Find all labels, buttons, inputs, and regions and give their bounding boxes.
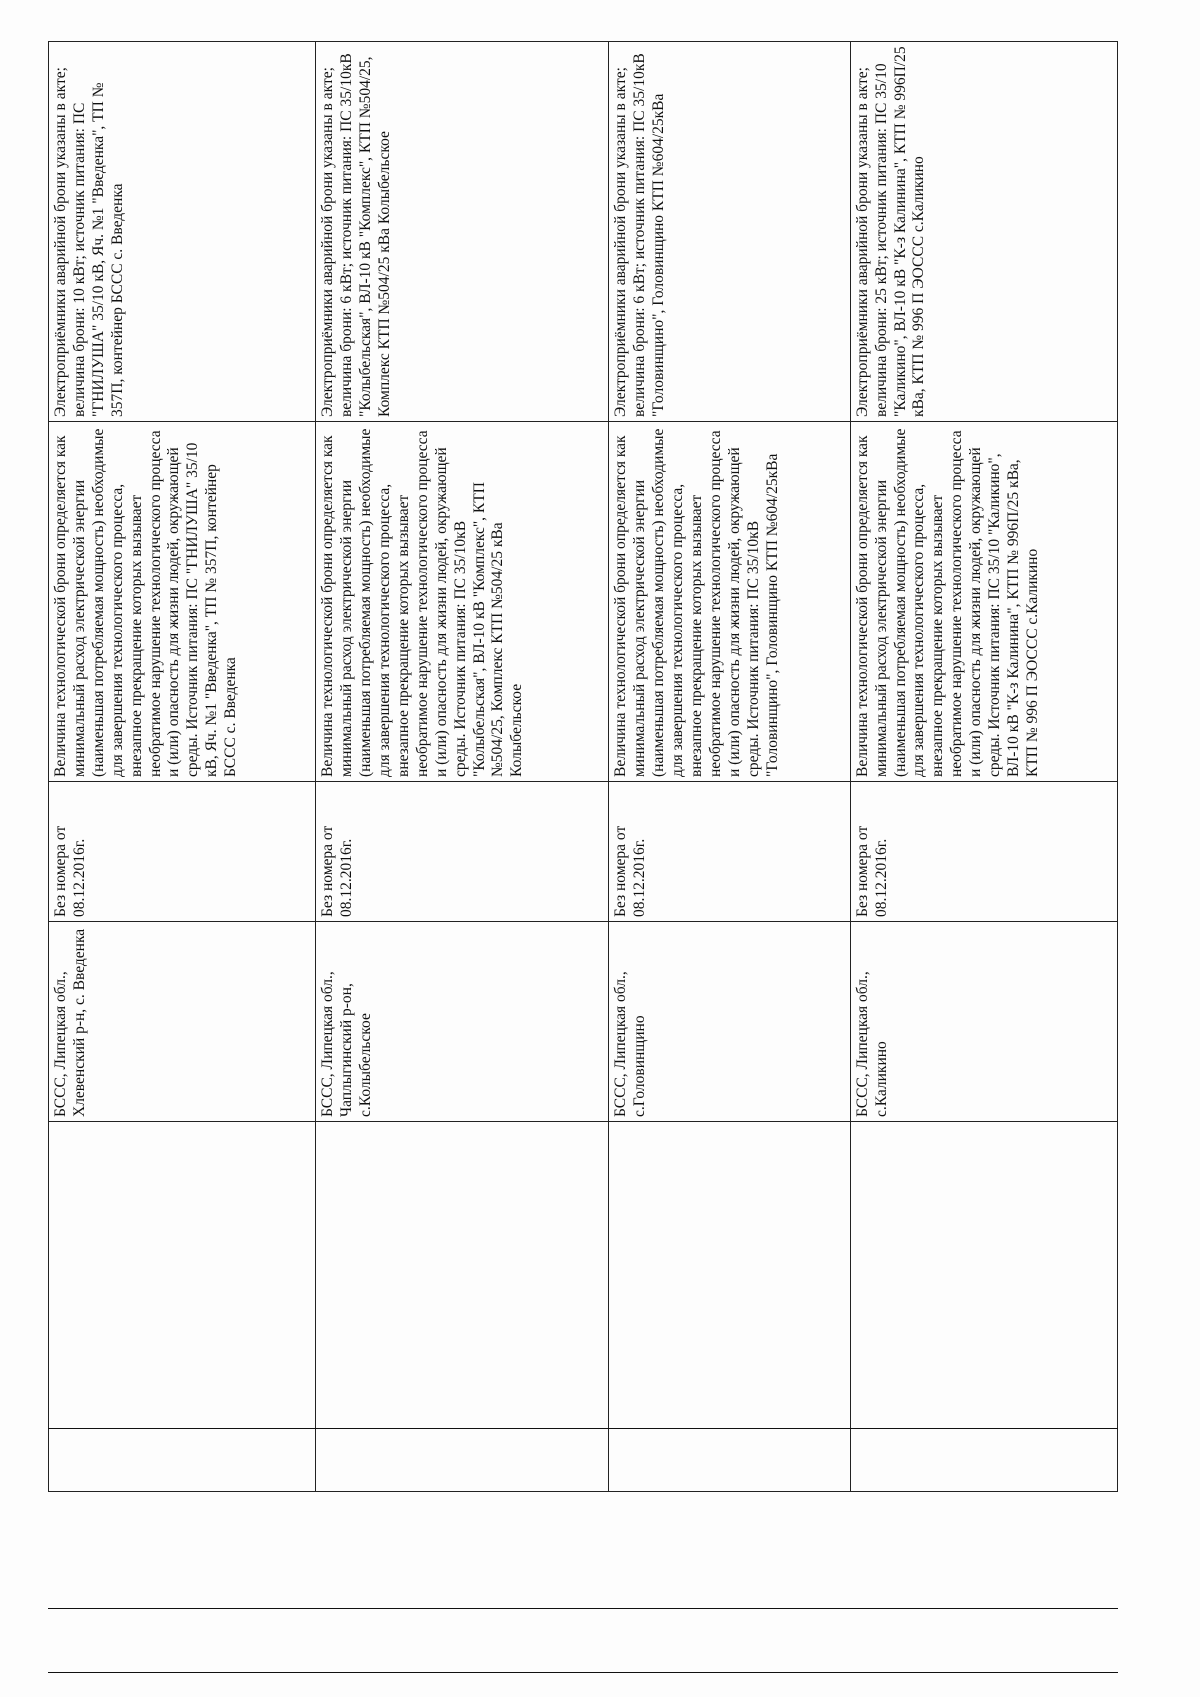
tech-reserve-cell: Величина технологической брони определяется как минимальный расход электрической энергии (наименьшая потребляемая мощность) необходимые для завершения технологического процесса, внезапное прекращение которых вызывает необратимое нарушение технологического процесса и (или) опасность для жизни людей, окружающей среды. Источник питания: ПС "ГНИЛУША" 35/10 кВ, Яч. №1 "Введенка", ТП № 357П, контейнер БССС с. Введенка: [49, 422, 316, 782]
table-row: [49, 42, 316, 1492]
bottom-rule-2: [48, 1608, 1118, 1609]
emergency-reserve-cell: Электроприёмники аварийной брони указаны в акте; величина брони: 25 кВт; источник питания: ПС 35/10 "Каликино", ВЛ-10 кВ "К-з Калинина", КТП № 996П/25 кВа, КТП № 996 П ЭОССС с.Каликино: [850, 42, 1117, 422]
table-row: [850, 42, 1117, 1492]
location-cell: БССС, Липецкая обл., с.Каликино: [850, 922, 1117, 1122]
act-cell: Без номера от 08.12.2016г.: [49, 782, 316, 922]
table-row: [609, 42, 850, 1492]
emergency-reserve-table: [48, 41, 1118, 1492]
location-cell: БССС, Липецкая обл., Хлевенский р-н, с. Введенка: [49, 922, 316, 1122]
tech-reserve-cell: Величина технологической брони определяется как минимальный расход электрической энергии (наименьшая потребляемая мощность) необходимые для завершения технологического процесса, внезапное прекращение которых вызывает необратимое нарушение технологического процесса и (или) опасность для жизни людей, окружающей среды. Источник питания: ПС 35/10кВ "Головинщино", Головинщино КТП №604/25кВа: [609, 422, 850, 782]
blank-cell: [316, 1122, 609, 1492]
emergency-reserve-cell: Электроприёмники аварийной брони указаны в акте; величина брони: 6 кВт; источник питания: ПС 35/10кВ "Колыбельская", ВЛ-10 кВ "Комплекс", КТП №504/25, Комплекс КТП №504/25 кВа Колыбельское: [316, 42, 609, 422]
location-cell: БССС, Липецкая обл., Чаплыгинский р-он, с.Колыбельское: [316, 922, 609, 1122]
blank-cell: [609, 1122, 850, 1492]
bottom-rule-3: [48, 1672, 1118, 1673]
act-cell: Без номера от 08.12.2016г.: [609, 782, 850, 922]
emergency-reserve-cell: Электроприёмники аварийной брони указаны в акте; величина брони: 10 кВт; источник питания: ПС "ГНИЛУША" 35/10 кВ, Яч. №1 "Введенка", ТП № 357П, контейнер БССС с. Введенка: [49, 42, 316, 422]
blank-cell: [49, 1122, 316, 1492]
tech-reserve-cell: Величина технологической брони определяется как минимальный расход электрической энергии (наименьшая потребляемая мощность) необходимые для завершения технологического процесса, внезапное прекращение которых вызывает необратимое нарушение технологического процесса и (или) опасность для жизни людей, окружающей среды. Источник питания: ПС 35/10 "Каликино", ВЛ-10 кВ "К-з Калинина", КТП № 996П/25 кВа, КТП № 996 П ЭОССС с.Каликино: [850, 422, 1117, 782]
rotated-table-wrapper: [48, 42, 1118, 1492]
act-cell: Без номера от 08.12.2016г.: [850, 782, 1117, 922]
emergency-reserve-cell: Электроприёмники аварийной брони указаны в акте; величина брони: 6 кВт; источник питания: ПС 35/10кВ "Головинщино", Головинщино КТП №604/25кВа: [609, 42, 850, 422]
act-cell: Без номера от 08.12.2016г.: [316, 782, 609, 922]
blank-cell: [850, 1122, 1117, 1492]
bottom-rule-1: [48, 1428, 1118, 1429]
location-cell: БССС, Липецкая обл., с.Головинщино: [609, 922, 850, 1122]
table-row: [316, 42, 609, 1492]
tech-reserve-cell: Величина технологической брони определяется как минимальный расход электрической энергии (наименьшая потребляемая мощность) необходимые для завершения технологического процесса, внезапное прекращение которых вызывает необратимое нарушение технологического процесса и (или) опасность для жизни людей, окружающей среды. Источник питания: ПС 35/10кВ "Колыбельская", ВЛ-10 кВ "Комплекс", КТП №504/25, Комплекс КТП №504/25 кВа Колыбельское: [316, 422, 609, 782]
